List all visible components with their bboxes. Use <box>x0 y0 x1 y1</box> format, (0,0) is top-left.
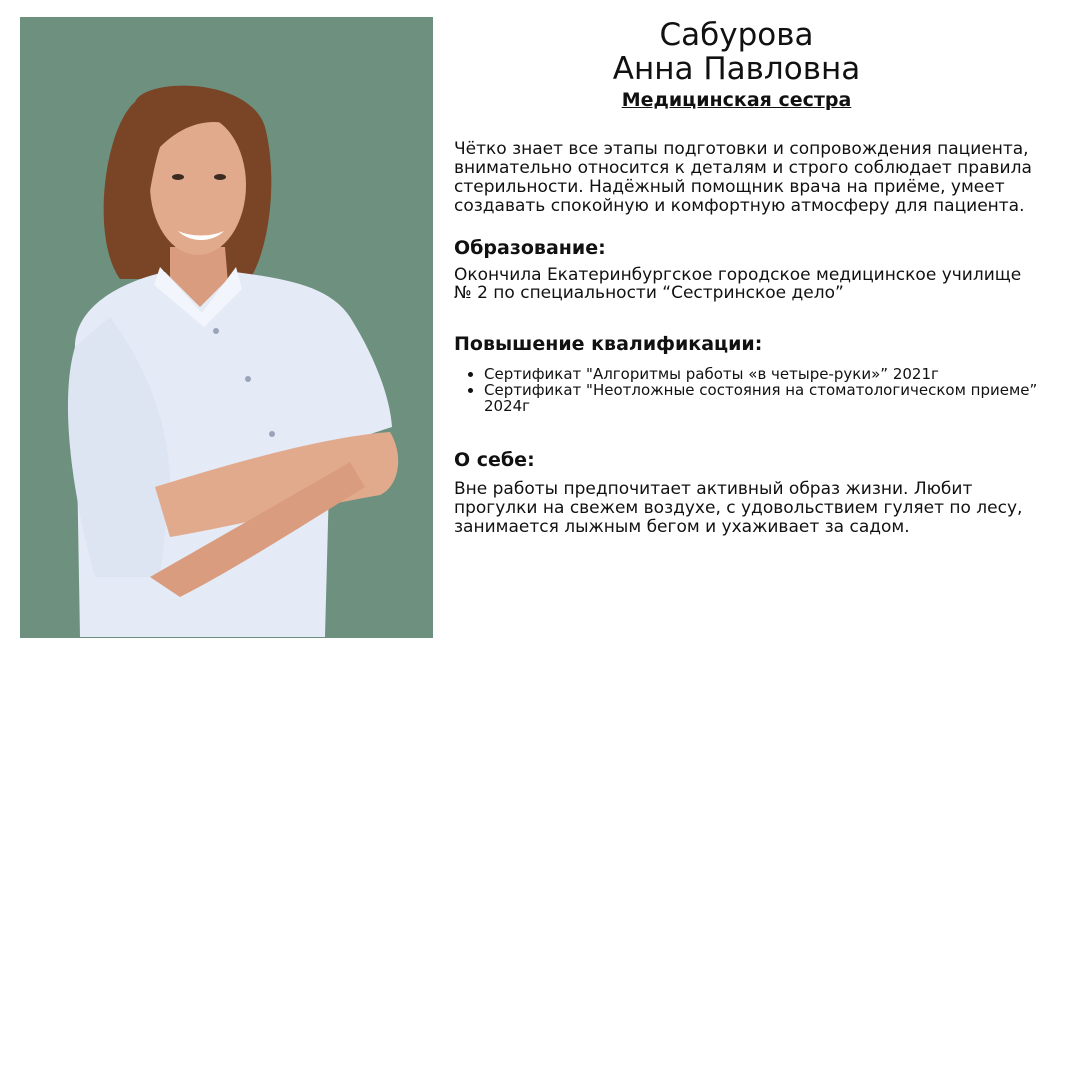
education-text: Окончила Екатеринбургское городское медицинское училище № 2 по специальности “Сестринское дело” <box>454 265 1022 303</box>
list-item: • Сертификат "Алгоритмы работы «в четыре-руки»” 2021г <box>484 366 1039 382</box>
education-heading: Образование: <box>454 237 606 259</box>
given-names: Анна Павловна <box>612 51 861 87</box>
role-title: Медицинская сестра <box>621 89 852 111</box>
list-item: • Сертификат "Неотложные состояния на стоматологическом приеме” 2024г <box>484 382 1039 414</box>
portrait-photo <box>20 17 433 638</box>
portrait-illustration <box>20 17 433 638</box>
bio-text: Чётко знает все этапы подготовки и сопровождения пациента, внимательно относится к деталям и строго соблюдает правила стерильности. Надёжный помощник врача на приёме, умеет создавать спокойную и комфортную атмосферу для пациента. <box>454 139 1032 216</box>
certificate-list <box>454 366 1039 414</box>
profile-content <box>454 18 1044 537</box>
qualification-heading: Повышение квалификации: <box>454 333 763 355</box>
profile-header <box>454 18 1019 112</box>
surname: Сабурова <box>659 17 814 53</box>
about-heading: О себе: <box>454 449 535 471</box>
about-text: Вне работы предпочитает активный образ жизни. Любит прогулки на свежем воздухе, с удовольствием гуляет по лесу, занимается лыжным бегом и ухаживает за садом. <box>454 479 1023 537</box>
